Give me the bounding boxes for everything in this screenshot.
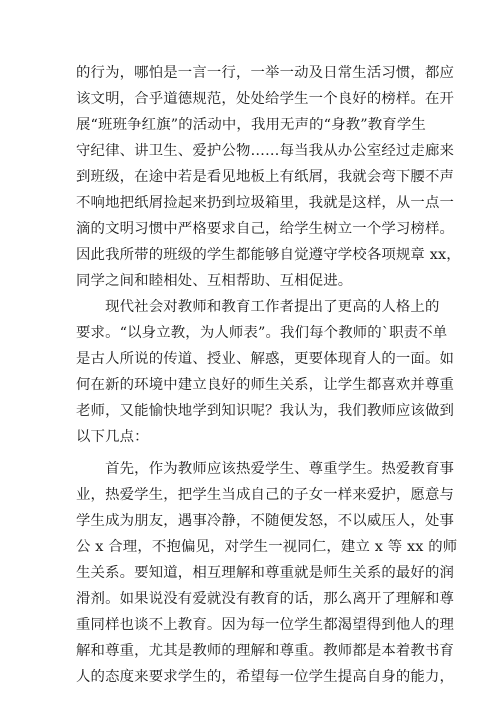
text-line: 展“班班争红旗”的活动中，我用无声的“身教”教育学生 — [76, 117, 426, 133]
text-line: 公 x 合理，不抱偏见，对学生一视同仁，建立 x 等 xx 的师 — [76, 539, 458, 555]
paragraph-start-line: 现代社会对教师和教育工作者提出了更高的人格上的 — [76, 299, 440, 315]
text-line: 业，热爱学生，把学生当成自己的子女一样来爱护，愿意与 — [76, 487, 455, 503]
text-line: 是古人所说的传道、授业、解惑，更要体现育人的一面。如 — [76, 351, 455, 367]
text-line: 滴的文明习惯中严格要求自己，给学生树立一个学习榜样。 — [76, 221, 455, 237]
text-line: 学生成为朋友，遇事冷静，不随便发怒，不以威压人，处事 — [76, 513, 455, 529]
text-line: 老师，又能愉快地学到知识呢？我认为，我们教师应该做到 — [76, 403, 455, 419]
text-line: 到班级，在途中若是看见地板上有纸屑，我就会弯下腰不声 — [76, 169, 455, 185]
text-line: 人的态度来要求学生的，希望每一位学生提高自身的能力， — [76, 669, 455, 685]
text-line: 守纪律、讲卫生、爱护公物……每当我从办公室经过走廊来 — [76, 143, 455, 159]
text-line: 以下几点： — [76, 429, 149, 445]
text-line: 重同样也谈不上教育。因为每一位学生都渴望得到他人的理 — [76, 617, 455, 633]
paragraph-start-line: 首先，作为教师应该热爱学生、尊重学生。热爱教育事 — [76, 461, 455, 477]
text-line: 滑剂。如果说没有爱就没有教育的话，那么离开了理解和尊 — [76, 591, 455, 607]
text-line: 生关系。要知道，相互理解和尊重就是师生关系的最好的润 — [76, 565, 455, 581]
text-line: 解和尊重，尤其是教师的理解和尊重。教师都是本着教书育 — [76, 643, 455, 659]
text-line: 不响地把纸屑捡起来扔到垃圾箱里，我就是这样，从一点一 — [76, 195, 455, 211]
text-line: 同学之间和睦相处、互相帮助、互相促进。 — [76, 273, 353, 289]
text-line: 的行为，哪怕是一言一行，一举一动及日常生活习惯，都应 — [76, 65, 455, 81]
text-line: 要求。“以身立教，为人师表”。我们每个教师的`职责不单 — [76, 325, 448, 341]
text-line: 何在新的环境中建立良好的师生关系，让学生都喜欢并尊重 — [76, 377, 455, 393]
text-line: 因此我所带的班级的学生都能够自觉遵守学校各项规章 xx， — [76, 247, 461, 263]
text-line: 该文明，合乎道德规范，处处给学生一个良好的榜样。在开 — [76, 91, 455, 107]
